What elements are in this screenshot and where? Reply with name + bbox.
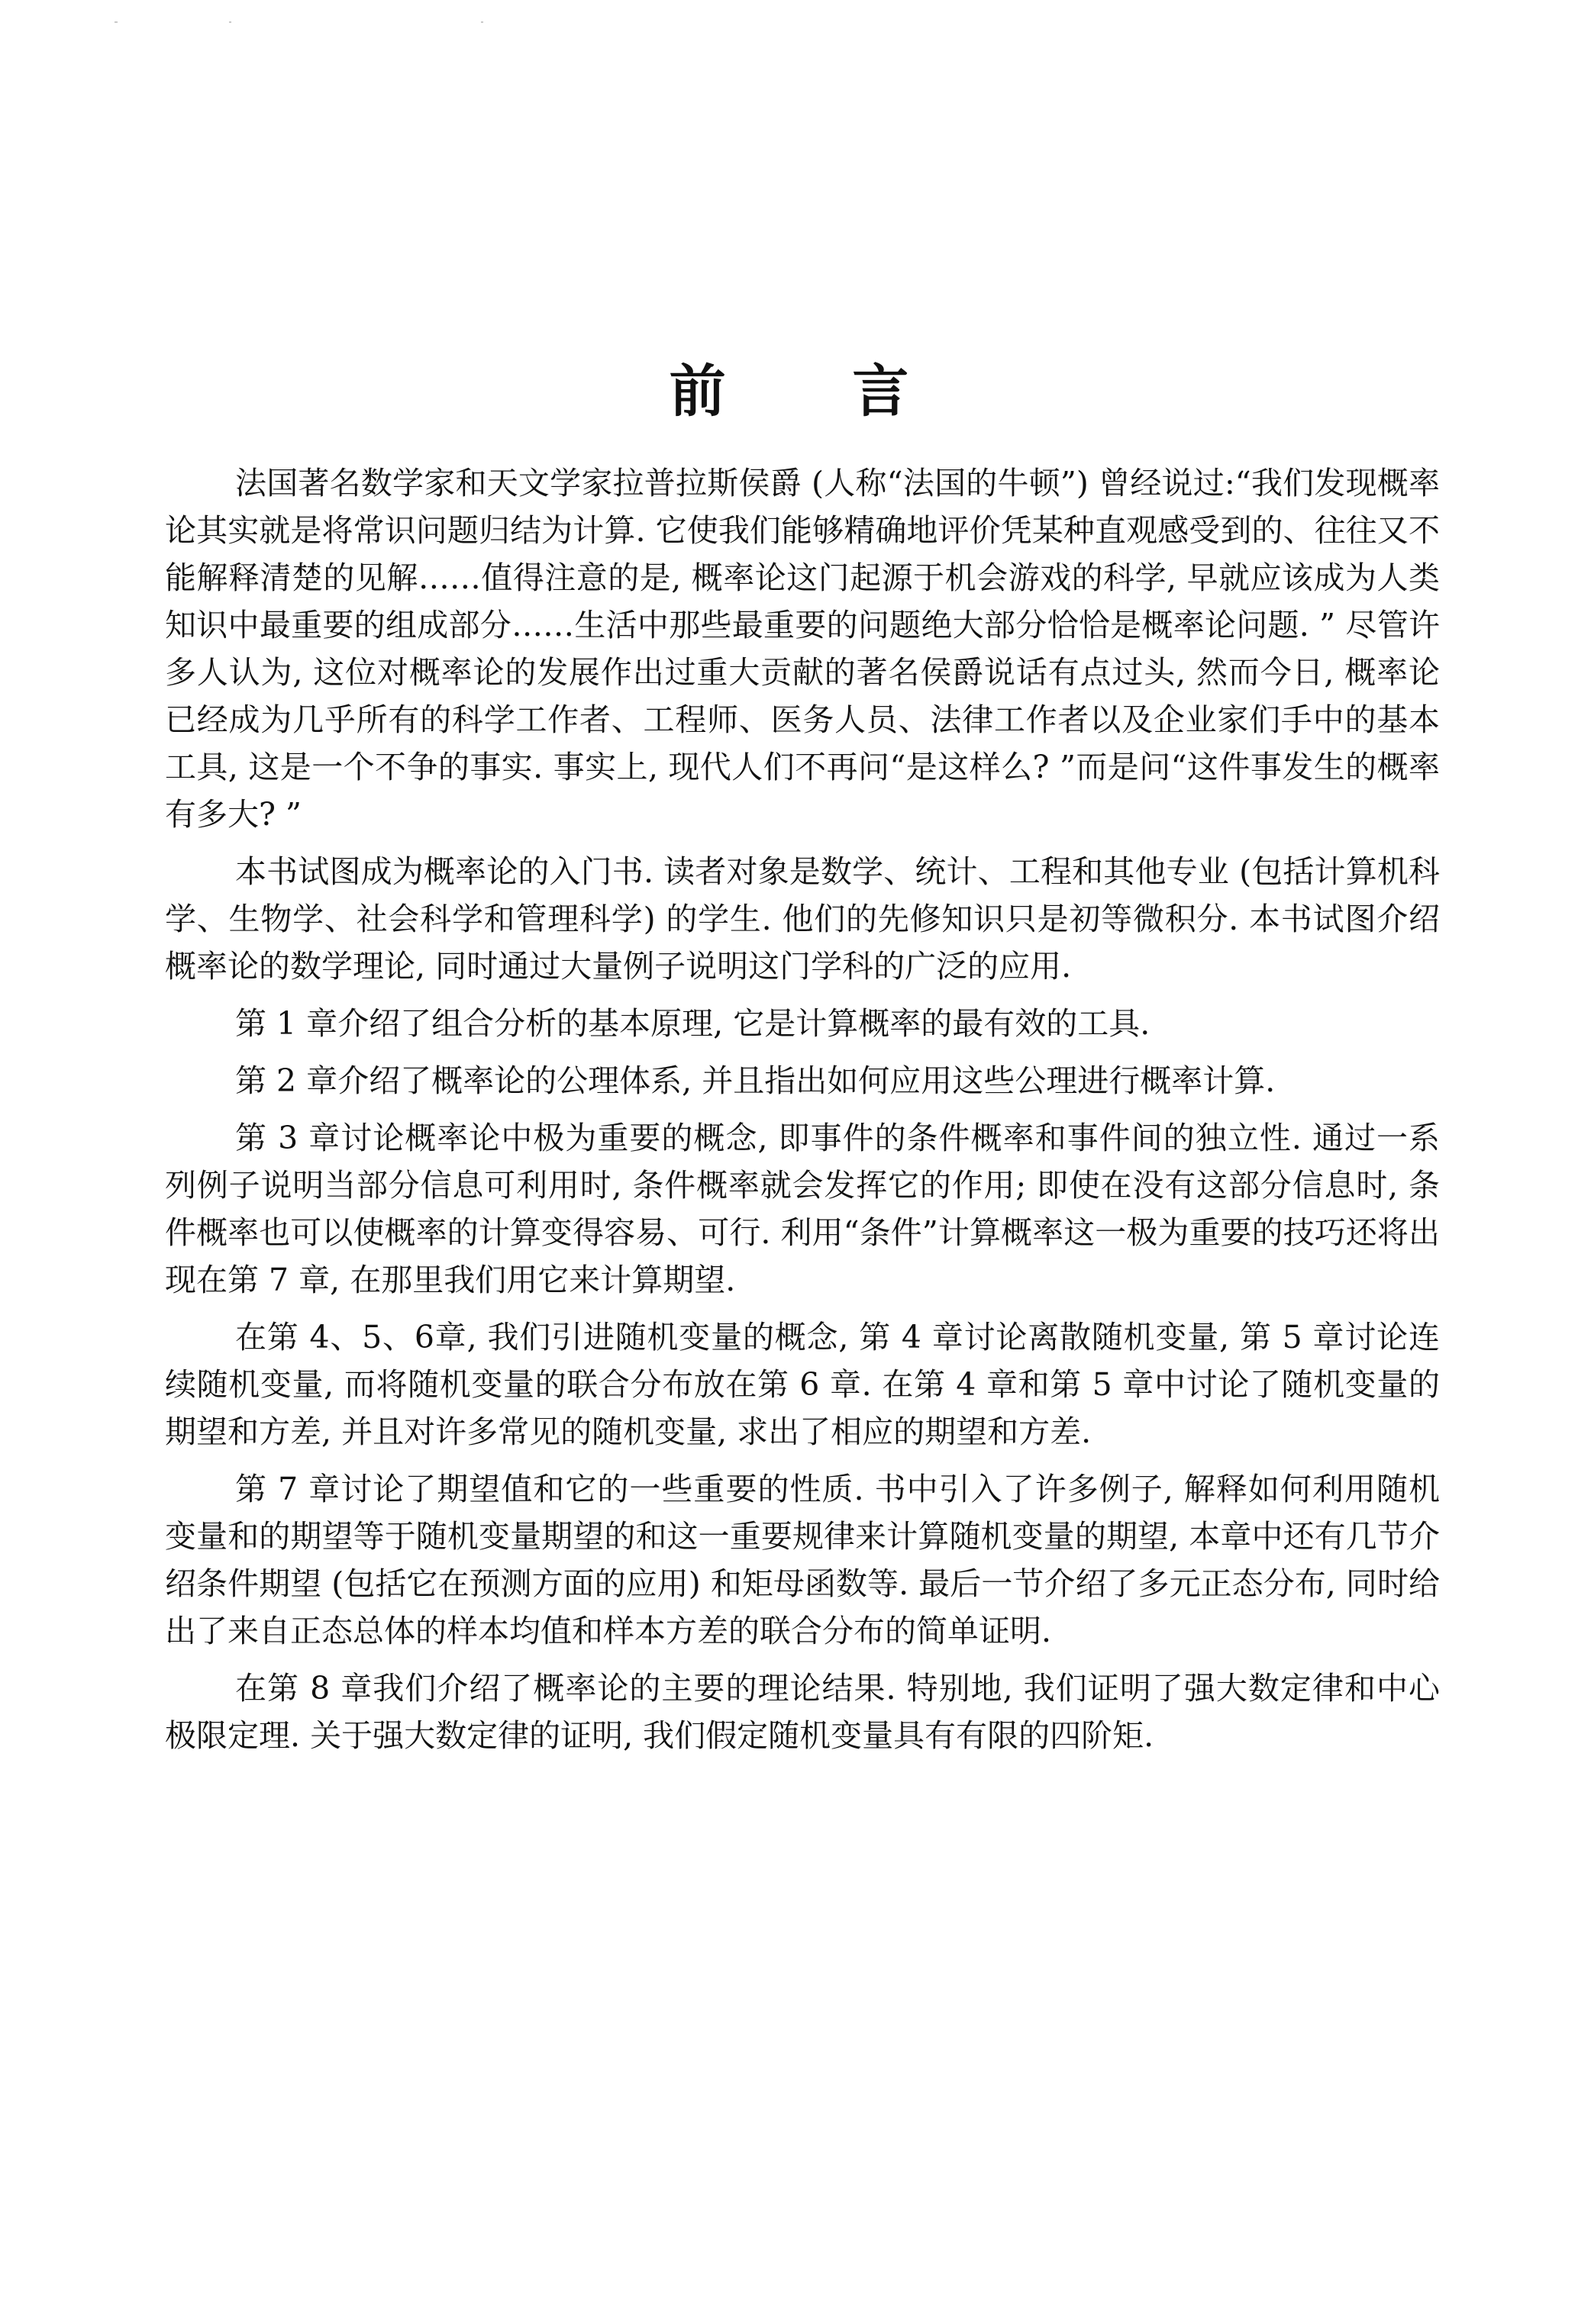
paragraph-chapters-4-6: 在第 4、5、6章, 我们引进随机变量的概念, 第 4 章讨论离散随机变量, 第 5 章讨论连续随机变量, 而将随机变量的联合分布放在第 6 章. 在第 4 章和第 5 章中讨论了随机变量的期望和方差, 并且对许多常见的随机变量, 求出了相应的期望和方差. [165,1319,1440,1450]
paragraph-book-purpose: 本书试图成为概率论的入门书. 读者对象是数学、统计、工程和其他专业 (包括计算机科学、生物学、社会科学和管理科学) 的学生. 他们的先修知识只是初等微积分. 本书试图介绍概率论的数学理论, 同时通过大量例子说明这门学科的广泛的应用. [165,853,1440,985]
preface-body [165,459,1440,1769]
scan-artifact [229,21,231,23]
paragraph-chapter-7: 第 7 章讨论了期望值和它的一些重要的性质. 书中引入了许多例子, 解释如何利用随机变量和的期望等于随机变量期望的和这一重要规律来计算随机变量的期望, 本章中还有几节介绍条件期望 (包括它在预测方面的应用) 和矩母函数等. 最后一节介绍了多元正态分布, 同时给出了来自正态总体的样本均值和样本方差的联合分布的简单证明. [165,1471,1440,1649]
page-title: 前 言 [669,359,963,424]
scan-artifact [115,21,118,23]
paragraph-chapter-1: 第 1 章介绍了组合分析的基本原理, 它是计算概率的最有效的工具. [235,1005,1150,1042]
paragraph-chapter-3: 第 3 章讨论概率论中极为重要的概念, 即事件的条件概率和事件间的独立性. 通过一系列例子说明当部分信息可利用时, 条件概率就会发挥它的作用; 即使在没有这部分信息时, 条件概率也可以使概率的计算变得容易、可行. 利用“条件”计算概率这一极为重要的技巧还将出现在第 7 章, 在那里我们用它来计算期望. [165,1120,1440,1298]
paragraph-laplace-quote: 法国著名数学家和天文学家拉普拉斯侯爵 (人称“法国的牛顿”) 曾经说过:“我们发现概率论其实就是将常识问题归结为计算. 它使我们能够精确地评价凭某种直观感受到的、往往又不能解释清楚的见解……值得注意的是, 概率论这门起源于机会游戏的科学, 早就应该成为人类知识中最重要的组成部分……生活中那些最重要的问题绝大部分恰恰是概率论问题. ” 尽管许多人认为, 这位对概率论的发展作出过重大贡献的著名侯爵说话有点过头, 然而今日, 概率论已经成为几乎所有的科学工作者、工程师、医务人员、法律工作者以及企业家们手中的基本工具, 这是一个不争的事实. 事实上, 现代人们不再问“是这样么? ”而是问“这件事发生的概率有多大? ” [165,465,1440,833]
paragraph-chapter-2: 第 2 章介绍了概率论的公理体系, 并且指出如何应用这些公理进行概率计算. [235,1062,1276,1099]
scan-artifact [481,21,483,23]
paragraph-chapter-8: 在第 8 章我们介绍了概率论的主要的理论结果. 特别地, 我们证明了强大数定律和中心极限定理. 关于强大数定律的证明, 我们假定随机变量具有有限的四阶矩. [165,1670,1440,1754]
